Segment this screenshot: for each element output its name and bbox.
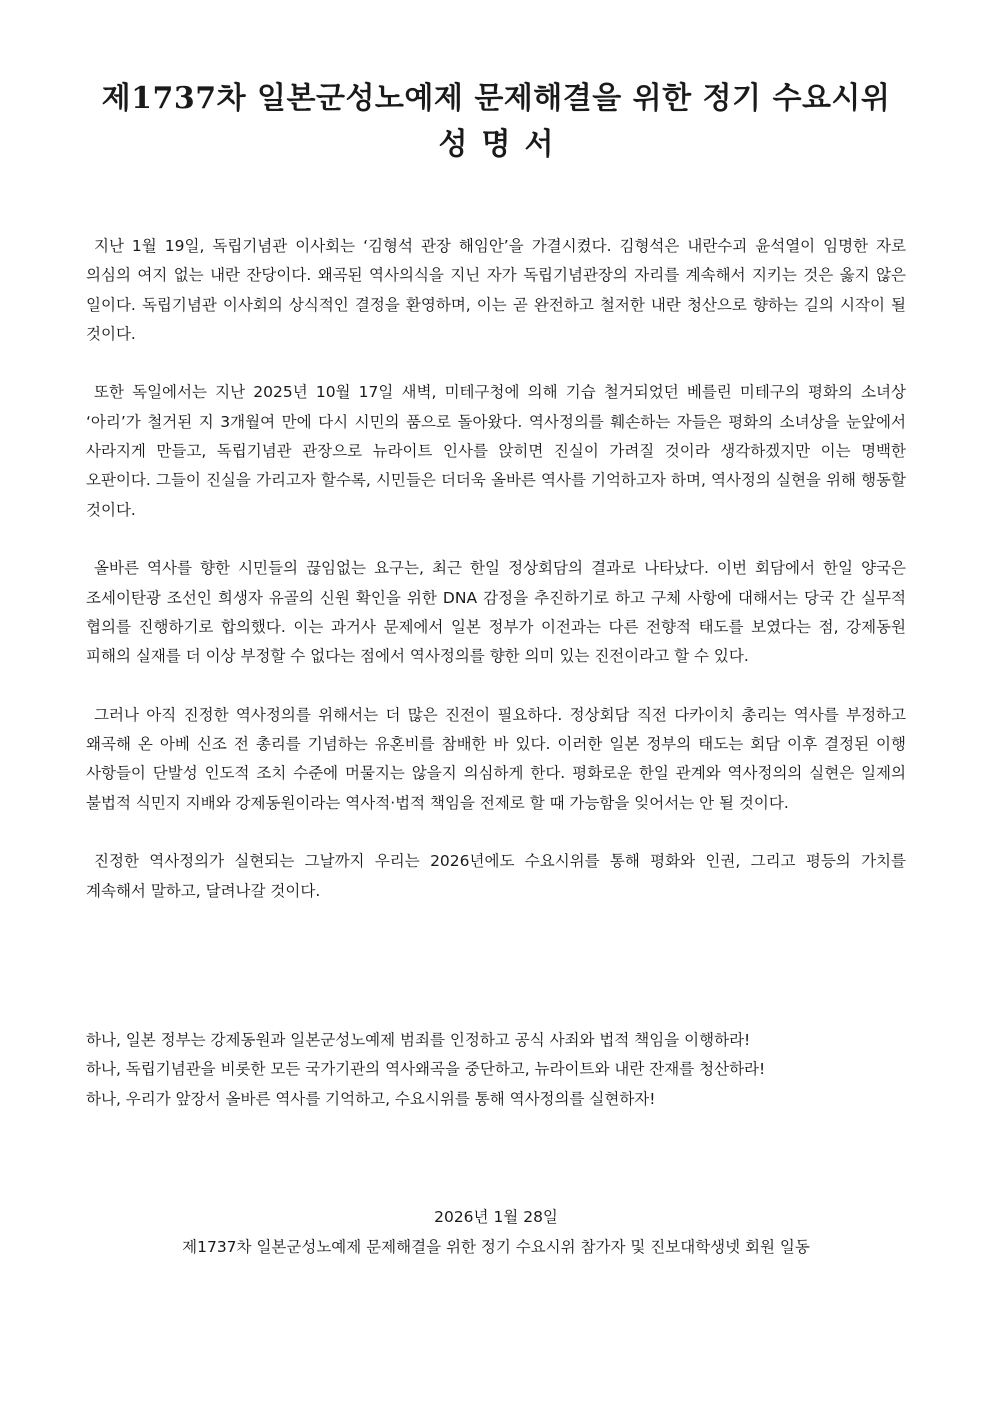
title-block [60, 76, 932, 168]
resolution-3: 하나, 우리가 앞장서 올바른 역사를 기억하고, 수요시위를 통해 역사정의를 실현하자! [86, 1089, 656, 1108]
paragraph-4: 그러나 아직 진정한 역사정의를 위해서는 더 많은 진전이 필요하다. 정상회담 직전 다카이치 총리는 역사를 부정하고 왜곡해 온 아베 신조 전 총리를 기념하는 유혼비를 참배한 바 있다. 이러한 일본 정부의 태도는 회담 이후 결정된 이행 사항들이 단발성 인도적 조치 수준에 머물지는 않을지 의심하게 한다. 평화로운 한일 관계와 역사정의의 실현은 일제의 불법적 식민지 지배와 강제동원이라는 역사적·법적 책임을 전제로 할 때 가능함을 잊어서는 안 될 것이다. [86, 705, 906, 812]
paragraph-5: 진정한 역사정의가 실현되는 그날까지 우리는 2026년에도 수요시위를 통해 평화와 인권, 그리고 평등의 가치를 계속해서 말하고, 달려나갈 것이다. [86, 852, 906, 900]
document-subtitle: 성명서 [438, 127, 568, 162]
statement-date: 2026년 1월 28일 [434, 1208, 558, 1226]
signature-block [60, 1202, 932, 1262]
resolution-2: 하나, 독립기념관을 비롯한 모든 국가기관의 역사왜곡을 중단하고, 뉴라이트와 내란 잔재를 청산하라! [86, 1060, 766, 1079]
resolution-1: 하나, 일본 정부는 강제동원과 일본군성노예제 범죄를 인정하고 공식 사죄와 법적 책임을 이행하라! [86, 1031, 751, 1049]
paragraph-2: 또한 독일에서는 지난 2025년 10월 17일 새벽, 미테구청에 의해 기습 철거되었던 베를린 미테구의 평화의 소녀상 ‘아리’가 철거된 지 3개월여 만에 다시 시민의 품으로 돌아왔다. 역사정의를 훼손하는 자들은 평화의 소녀상을 눈앞에서 사라지게 만들고, 독립기념관 관장으로 뉴라이트 인사를 앉히면 진실이 가려질 것이라 생각하겠지만 이는 명백한 오판이다. 그들이 진실을 가리고자 할수록, 시민들은 더더욱 올바른 역사를 기억하고자 하며, 역사정의 실현을 위해 행동할 것이다. [86, 383, 906, 519]
resolutions-list [86, 1026, 916, 1114]
paragraph-1: 지난 1월 19일, 독립기념관 이사회는 ‘김형석 관장 해임안’을 가결시켰다. 김형석은 내란수괴 윤석열이 임명한 자로 의심의 여지 없는 내란 잔당이다. 왜곡된 역사의식을 지닌 자가 독립기념관장의 자리를 계속해서 지키는 것은 옳지 않은 일이다. 독립기념관 이사회의 상식적인 결정을 환영하며, 이는 곧 완전하고 철저한 내란 청산으로 향하는 길의 시작이 될 것이다. [86, 237, 906, 343]
statement-signatory: 제1737차 일본군성노예제 문제해결을 위한 정기 수요시위 참가자 및 진보대학생넷 회원 일동 [182, 1238, 810, 1256]
document-title: 제1737차 일본군성노예제 문제해결을 위한 정기 수요시위 [101, 81, 891, 116]
paragraph-3: 올바른 역사를 향한 시민들의 끊임없는 요구는, 최근 한일 정상회담의 결과로 나타났다. 이번 회담에서 한일 양국은 조세이탄광 조선인 희생자 유골의 신원 확인을 위한 DNA 감정을 추진하기로 하고 구체 사항에 대해서는 당국 간 실무적 협의를 진행하기로 합의했다. 이는 과거사 문제에서 일본 정부가 이전과는 다른 전향적 태도를 보였다는 점, 강제동원 피해의 실재를 더 이상 부정할 수 없다는 점에서 역사정의를 향한 의미 있는 진전이라고 할 수 있다. [86, 559, 906, 666]
statement-body [86, 232, 906, 935]
